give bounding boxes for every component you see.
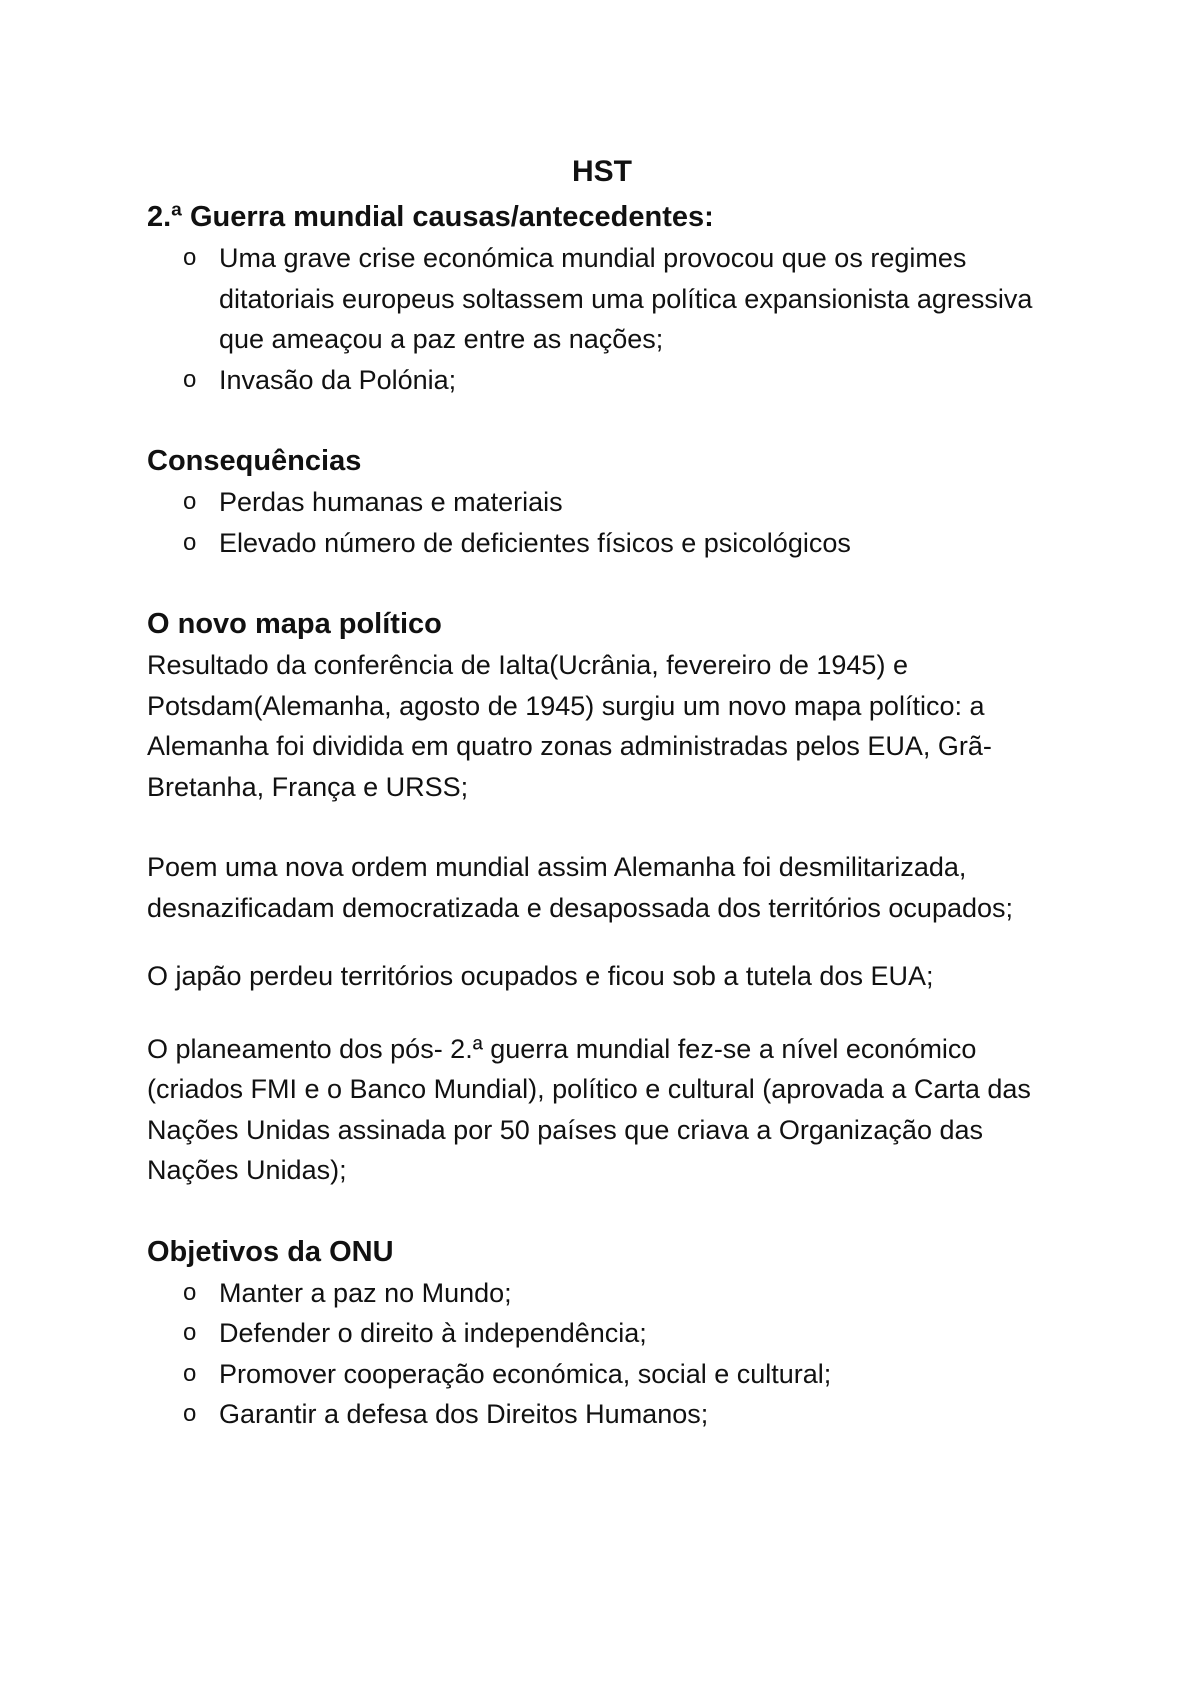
list-item-text: Garantir a defesa dos Direitos Humanos; [219, 1399, 709, 1429]
document-page [147, 150, 1077, 1435]
new-order-paragraph: Poem uma nova ordem mundial assim Alemanha foi desmilitarizada, desnazificadam democratizada e desapossada dos territórios ocupados; [147, 852, 1014, 923]
document-title: HST [572, 155, 632, 188]
bullet-icon: o [183, 528, 197, 556]
spacer [147, 1191, 1077, 1231]
causes-heading: 2.ª Guerra mundial causas/antecedentes: [147, 201, 714, 233]
consequences-heading: Consequências [147, 445, 362, 477]
japan-paragraph: O japão perdeu territórios ocupados e ficou sob a tutela dos EUA; [147, 961, 934, 991]
list-item-text: Invasão da Polónia; [219, 364, 457, 395]
list-item [183, 482, 1077, 523]
new-map-heading: O novo mapa político [147, 608, 442, 640]
list-item [183, 1273, 1077, 1314]
list-item [183, 1354, 1077, 1395]
bullet-icon: o [183, 1319, 197, 1346]
spacer [147, 807, 1077, 847]
bullet-icon: o [183, 1359, 197, 1387]
spacer [147, 997, 1077, 1029]
list-item-text: Uma grave crise económica mundial provocou que os regimes ditatoriais europeus soltassem uma política expansionista agressiva que ameaçou a paz entre as nações; [219, 243, 1033, 354]
list-item-text: Elevado número de deficientes físicos e psicológicos [219, 527, 851, 558]
un-goals-list [147, 1273, 1077, 1435]
list-item [183, 1394, 1077, 1435]
spacer [147, 563, 1077, 603]
list-item [183, 238, 1077, 360]
list-item-text: Manter a paz no Mundo; [219, 1277, 512, 1308]
list-item [183, 360, 1077, 401]
un-goals-heading: Objetivos da ONU [147, 1235, 394, 1268]
list-item [183, 1313, 1077, 1354]
list-item-text: Defender o direito à independência; [219, 1318, 647, 1348]
bullet-icon: o [183, 244, 197, 271]
consequences-list [147, 482, 1077, 563]
list-item-text: Promover cooperação económica, social e cultural; [219, 1358, 832, 1389]
list-item-text: Perdas humanas e materiais [219, 487, 563, 517]
bullet-icon: o [183, 488, 197, 515]
spacer [147, 400, 1077, 440]
new-map-paragraph: Resultado da conferência de Ialta(Ucrânia, fevereiro de 1945) e Potsdam(Alemanha, agosto de 1945) surgiu um novo mapa político: a Alemanha foi dividida em quatro zonas administradas pelos EUA, Grã-Bretanha, França e URSS; [147, 650, 992, 802]
bullet-icon: o [183, 1400, 197, 1427]
bullet-icon: o [183, 365, 197, 393]
causes-list [147, 238, 1077, 400]
planning-paragraph: O planeamento dos pós- 2.ª guerra mundial fez-se a nível económico (criados FMI e o Banco Mundial), político e cultural (aprovada a Carta das Nações Unidas assinada por 50 países que criava a Organização das Nações Unidas); [147, 1033, 1031, 1185]
list-item [183, 523, 1077, 564]
bullet-icon: o [183, 1278, 197, 1306]
spacer [147, 928, 1077, 956]
